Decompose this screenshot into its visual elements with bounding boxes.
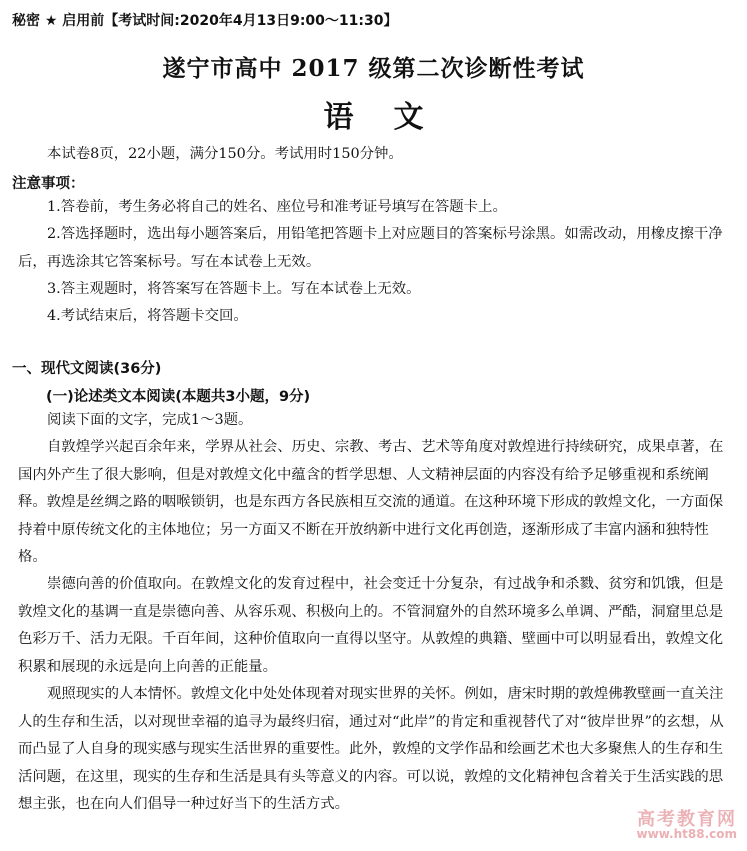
notice-title: 注意事项： bbox=[12, 176, 85, 192]
subject-title: 语文 bbox=[323, 100, 464, 135]
watermark-text: 高考教育网 bbox=[637, 809, 737, 830]
passage-paragraph-3: 观照现实的人本情怀。敦煌文化中处处体现着对现实世界的关怀。例如，唐宋时期的敦煌佛教壁画一直关注人的生存和生活，以对现世幸福的追寻为最终归宿，通过对“此岸”的肯定和重视替代了对“彼岸世界”的玄想，从而凸显了人自身的现实感与现实生活世界的重要性。此外，敦煌的文学作品和绘画艺术也大多聚焦人的生存和生活问题，在这里，现实的生存和生活是具有头等意义的内容。可以说，敦煌的文化精神包含着关于生活实践的思想主张，也在向人们倡导一种过好当下的生活方式。 bbox=[18, 686, 724, 812]
passage-paragraph-2: 崇德向善的价值取向。在敦煌文化的发育过程中，社会变迁十分复杂，有过战争和杀戮、贫穷和饥饿，但是敦煌文化的基调一直是崇德向善、从容乐观、积极向上的。不管洞窟外的自然环境多么单调、严酷，洞窟里总是色彩万千、活力无限。千百年间，这种价值取向一直得以坚守。从敦煌的典籍、壁画中可以明显看出，敦煌文化积累和展现的永远是向上向善的正能量。 bbox=[18, 576, 724, 675]
watermark-logo bbox=[613, 805, 741, 845]
exam-intro: 本试卷8页，22小题，满分150分。考试用时150分钟。 bbox=[47, 146, 403, 162]
exam-title: 遂宁市高中 2017 级第二次诊断性考试 bbox=[162, 55, 585, 82]
section-title: 一、现代文阅读(36分) bbox=[12, 361, 162, 377]
notice-item-4: 4.考试结束后，将答题卡交回。 bbox=[47, 308, 248, 324]
confidential-notice: 秘密 ★ 启用前【考试时间:2020年4月13日9:00～11:30】 bbox=[12, 13, 398, 29]
notice-item-1: 1.答卷前，考生务必将自己的姓名、座位号和准考证号填写在答题卡上。 bbox=[47, 199, 507, 215]
watermark-url: www.ht88.com bbox=[636, 827, 737, 841]
subsection-title: (一)论述类文本阅读(本题共3小题，9分) bbox=[46, 389, 311, 405]
reading-instruction: 阅读下面的文字，完成1～3题。 bbox=[47, 412, 253, 428]
notice-item-2: 2.答选择题时，选出每小题答案后，用铅笔把答题卡上对应题目的答案标号涂黑。如需改动，用橡皮擦干净后，再选涂其它答案标号。写在本试卷上无效。 bbox=[18, 226, 723, 270]
passage-paragraph-1: 自敦煌学兴起百余年来，学界从社会、历史、宗教、考古、艺术等角度对敦煌进行持续研究，成果卓著，在国内外产生了很大影响，但是对敦煌文化中蕴含的哲学思想、人文精神层面的内容没有给予足够重视和系统阐释。敦煌是丝绸之路的咽喉锁钥，也是东西方各民族相互交流的通道。在这种环境下形成的敦煌文化，一方面保持着中原传统文化的主体地位；另一方面又不断在开放纳新中进行文化再创造，逐渐形成了丰富内涵和独特性格。 bbox=[18, 439, 724, 565]
notice-item-3: 3.答主观题时，将答案写在答题卡上。写在本试卷上无效。 bbox=[47, 281, 421, 297]
